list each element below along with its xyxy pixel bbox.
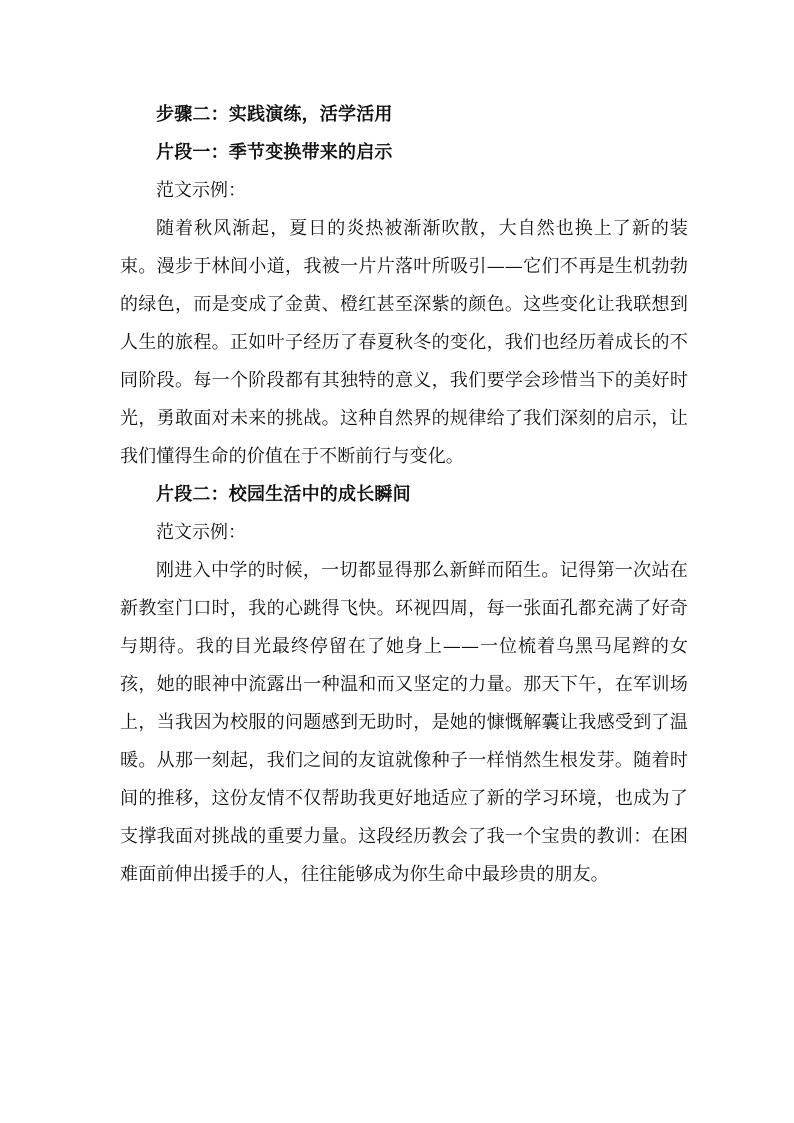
document-body [120,96,688,894]
step-title: 步骤二：实践演练，活学活用 [156,104,393,125]
section-1-title: 片段一：季节变换带来的启示 [156,142,393,163]
section-1-example-label: 范文示例： [156,180,246,201]
section-2-title: 片段二：校园生活中的成长瞬间 [156,484,411,505]
section-2-example-label: 范文示例： [156,522,246,543]
section-2-paragraph: 刚进入中学的时候，一切都显得那么新鲜而陌生。记得第一次站在新教室门口时，我的心跳得飞快。环视四周，每一张面孔都充满了好奇与期待。我的目光最终停留在了她身上——一位梳着乌黑马尾辫的女孩，她的眼神中流露出一种温和而又坚定的力量。那天下午，在军训场上，当我因为校服的问题感到无助时，是她的慷慨解囊让我感受到了温暖。从那一刻起，我们之间的友谊就像种子一样悄然生根发芽。随着时间的推移，这份友情不仅帮助我更好地适应了新的学习环境，也成为了支撑我面对挑战的重要力量。这段经历教会了我一个宝贵的教训：在困难面前伸出援手的人，往往能够成为你生命中最珍贵的朋友。 [120,560,688,885]
section-1-paragraph: 随着秋风渐起，夏日的炎热被渐渐吹散，大自然也换上了新的装束。漫步于林间小道，我被一片片落叶所吸引——它们不再是生机勃勃的绿色，而是变成了金黄、橙红甚至深紫的颜色。这些变化让我联想到人生的旅程。正如叶子经历了春夏秋冬的变化，我们也经历着成长的不同阶段。每一个阶段都有其独特的意义，我们要学会珍惜当下的美好时光，勇敢面对未来的挑战。这种自然界的规律给了我们深刻的启示，让我们懂得生命的价值在于不断前行与变化。 [120,218,688,467]
